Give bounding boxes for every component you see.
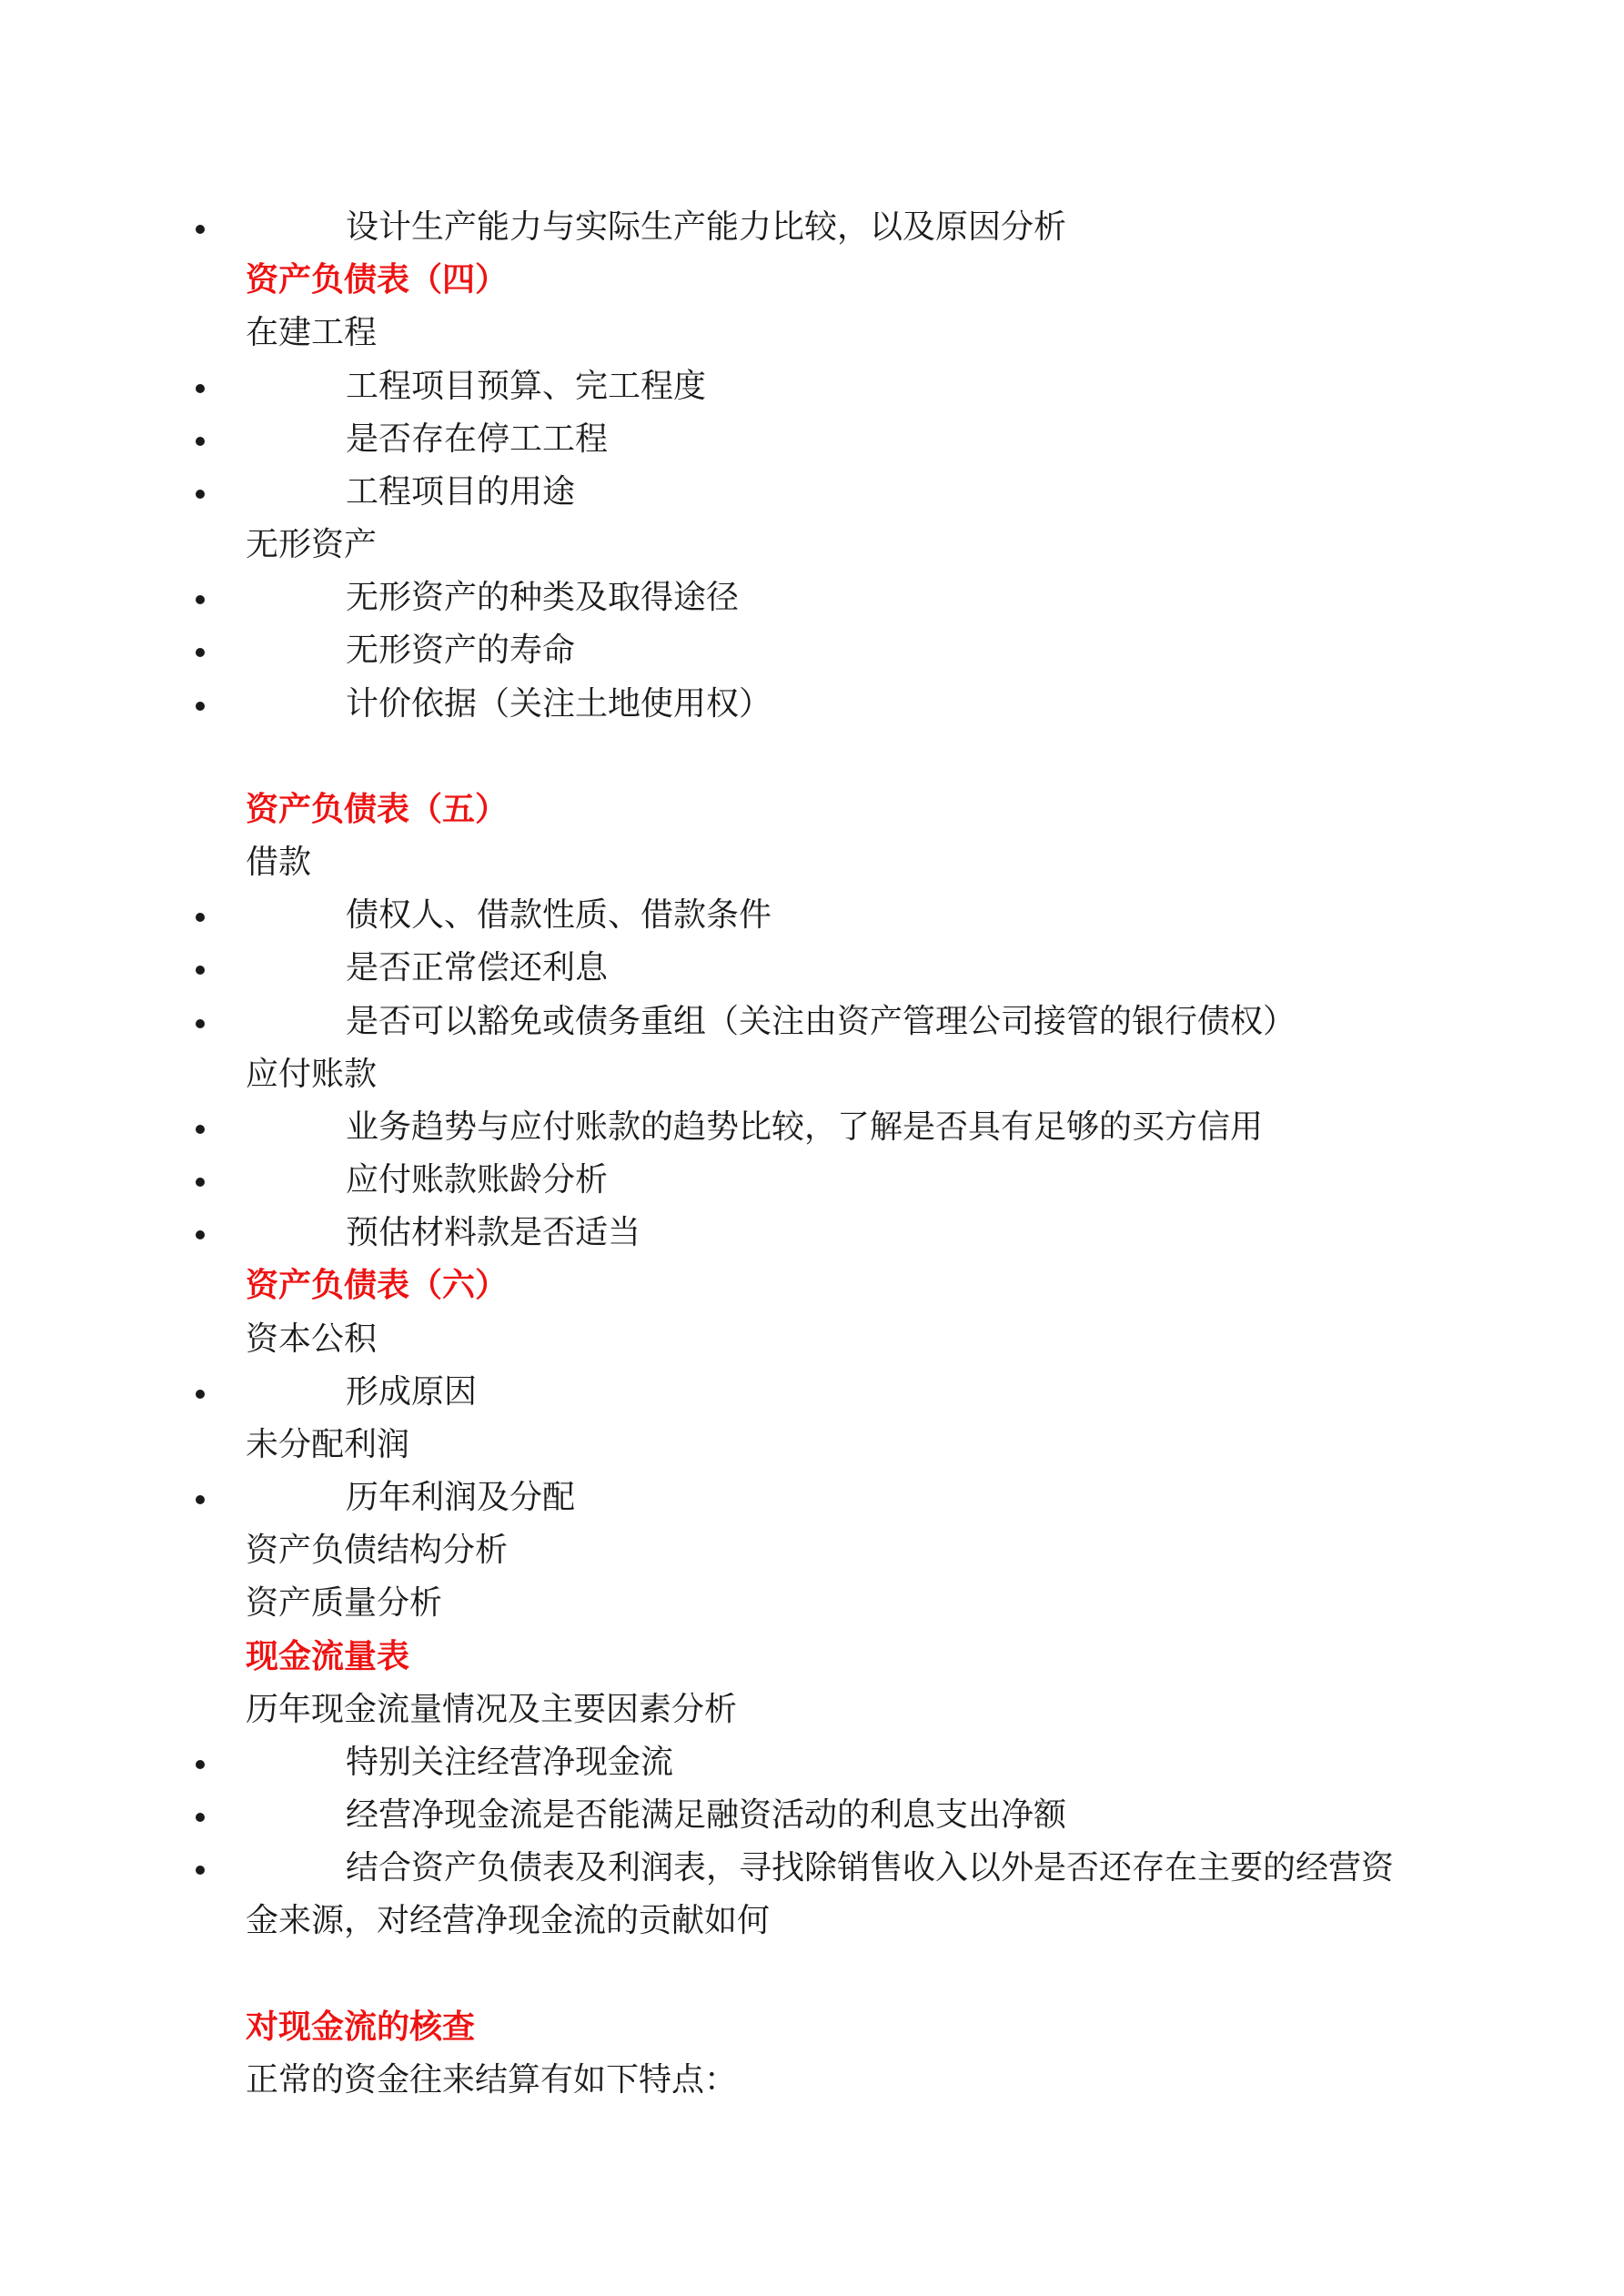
bullet-item: [0, 1207, 1624, 1259]
bullet-dot-icon: [196, 595, 205, 604]
bullet-text: 设计生产能力与实际生产能力比较，以及原因分析: [346, 208, 1067, 246]
bullet-dot-icon: [196, 966, 205, 975]
bullet-dot-icon: [196, 1230, 205, 1239]
bullet-dot-icon: [196, 1813, 205, 1822]
bullet-item: [0, 466, 1624, 519]
subsection-label: [0, 1577, 1624, 1630]
label-text: 应付账款: [246, 1056, 378, 1093]
bullet-text: 无形资产的寿命: [346, 632, 576, 669]
bullet-dot-icon: [196, 225, 205, 234]
bullet-item: [0, 1101, 1624, 1154]
bullet-dot-icon: [196, 384, 205, 393]
bullet-dot-icon: [196, 1495, 205, 1504]
bullet-item: [0, 1842, 1624, 1895]
bullet-item: [0, 413, 1624, 466]
section-heading: [0, 1631, 1624, 1684]
section-heading: [0, 254, 1624, 307]
subsection-label: [0, 1419, 1624, 1472]
heading-text: 资产负债表（四）: [246, 261, 509, 298]
heading-text: 现金流量表: [246, 1638, 410, 1675]
label-text: 资本公积: [246, 1320, 378, 1358]
bullet-text: 工程项目预算、完工程度: [346, 368, 707, 405]
heading-text: 资产负债表（六）: [246, 1267, 509, 1304]
bullet-dot-icon: [196, 1125, 205, 1134]
bullet-text: 形成原因: [346, 1373, 478, 1411]
bullet-item: [0, 678, 1624, 731]
bullet-item: [0, 942, 1624, 995]
continuation-text: 金来源，对经营净现金流的贡献如何: [246, 1902, 771, 1939]
bullet-dot-icon: [196, 702, 205, 711]
subsection-label: [0, 519, 1624, 571]
label-text: 正常的资金往来结算有如下特点：: [246, 2061, 738, 2099]
subsection-label: [0, 1684, 1624, 1736]
bullet-item: [0, 571, 1624, 624]
bullet-text: 应付账款账龄分析: [346, 1161, 609, 1199]
label-text: 无形资产: [246, 526, 378, 563]
section-heading: [0, 784, 1624, 836]
bullet-continuation: [0, 1895, 1624, 1947]
bullet-text: 经营净现金流是否能满足融资活动的利息支出净额: [346, 1796, 1067, 1834]
label-text: 在建工程: [246, 314, 378, 351]
section-heading: [0, 2001, 1624, 2054]
bullet-text: 债权人、借款性质、借款条件: [346, 896, 772, 934]
bullet-dot-icon: [196, 490, 205, 499]
bullet-item: [0, 1789, 1624, 1842]
heading-text: 资产负债表（五）: [246, 791, 509, 828]
bullet-dot-icon: [196, 1178, 205, 1187]
bullet-dot-icon: [196, 648, 205, 657]
bullet-dot-icon: [196, 1019, 205, 1028]
bullet-item: [0, 1366, 1624, 1419]
bullet-item: [0, 201, 1624, 254]
bullet-dot-icon: [196, 1760, 205, 1769]
label-text: 历年现金流量情况及主要因素分析: [246, 1691, 738, 1728]
bullet-text: 是否可以豁免或债务重组（关注由资产管理公司接管的银行债权）: [346, 1003, 1296, 1040]
label-text: 资产负债结构分析: [246, 1532, 509, 1569]
label-text: 资产质量分析: [246, 1584, 443, 1622]
label-text: 未分配利润: [246, 1426, 410, 1463]
bullet-text: 无形资产的种类及取得途径: [346, 579, 740, 616]
bullet-dot-icon: [196, 913, 205, 922]
bullet-text: 业务趋势与应付账款的趋势比较，了解是否具有足够的买方信用: [346, 1108, 1264, 1146]
section-heading: [0, 1259, 1624, 1312]
bullet-item: [0, 1472, 1624, 1524]
bullet-text: 工程项目的用途: [346, 473, 576, 511]
bullet-text: 历年利润及分配: [346, 1479, 576, 1516]
bullet-dot-icon: [196, 1866, 205, 1875]
bullet-text: 是否存在停工工程: [346, 420, 609, 458]
bullet-item: [0, 889, 1624, 942]
bullet-dot-icon: [196, 437, 205, 446]
bullet-item: [0, 1154, 1624, 1207]
heading-text: 对现金流的核查: [246, 2008, 476, 2046]
bullet-text: 预估材料款是否适当: [346, 1214, 641, 1251]
bullet-text: 是否正常偿还利息: [346, 949, 609, 986]
label-text: 借款: [246, 844, 312, 881]
bullet-text: 计价依据（关注土地使用权）: [346, 685, 772, 723]
subsection-label: [0, 1313, 1624, 1366]
bullet-text: 特别关注经营净现金流: [346, 1744, 674, 1781]
bullet-item: [0, 360, 1624, 413]
subsection-label: [0, 1048, 1624, 1101]
bullet-item: [0, 996, 1624, 1048]
bullet-dot-icon: [196, 1390, 205, 1399]
subsection-label: [0, 307, 1624, 359]
subsection-label: [0, 836, 1624, 889]
bullet-item: [0, 1736, 1624, 1789]
bullet-item: [0, 624, 1624, 677]
subsection-label: [0, 1524, 1624, 1577]
subsection-label: [0, 2054, 1624, 2107]
bullet-text: 结合资产负债表及利润表，寻找除销售收入以外是否还存在主要的经营资: [346, 1849, 1395, 1886]
